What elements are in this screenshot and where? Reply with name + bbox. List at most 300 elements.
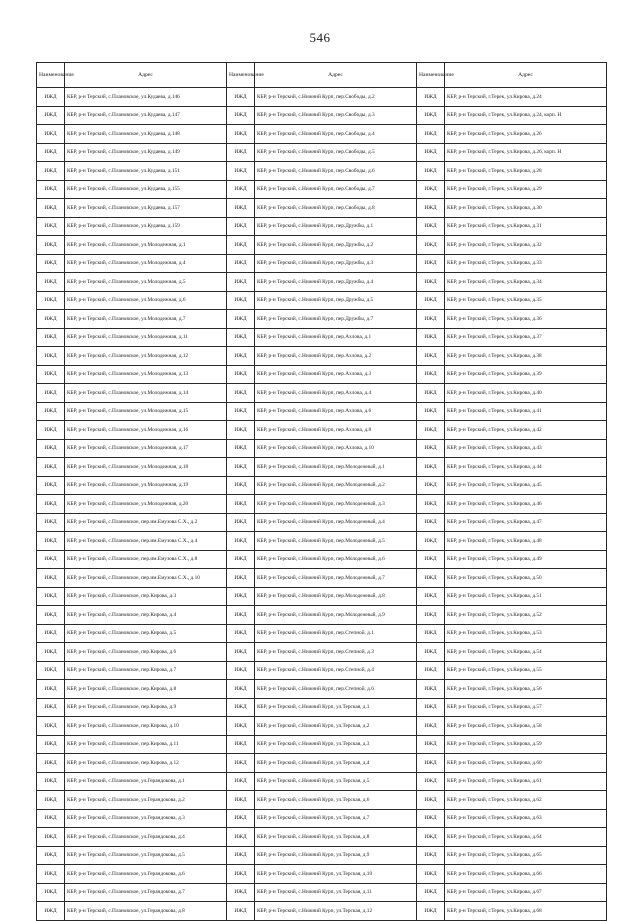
object-type-cell: ИЖД xyxy=(37,883,65,902)
address-cell: КБР, р-н Терский, г.Терек, ул.Кирова, д.41 xyxy=(445,402,607,421)
table-row xyxy=(37,125,607,144)
object-type-cell: ИЖД xyxy=(227,680,255,699)
object-type-cell: ИЖД xyxy=(417,550,445,569)
object-type-cell: ИЖД xyxy=(227,328,255,347)
table-row xyxy=(37,698,607,717)
address-cell: КБР, р-н Терский, с.Нижний Курп, пер.Молодежный, д.7 xyxy=(255,569,417,588)
object-type-cell: ИЖД xyxy=(227,384,255,403)
address-cell: КБР, р-н Терский, с.Плановское, ул.Кудаева, д.146 xyxy=(65,88,227,107)
object-type-cell: ИЖД xyxy=(417,384,445,403)
object-type-cell: ИЖД xyxy=(417,846,445,865)
table-row xyxy=(37,680,607,699)
address-cell: КБР, р-н Терский, с.Плановское, ул.Кудаева, д.157 xyxy=(65,199,227,218)
object-type-cell: ИЖД xyxy=(227,698,255,717)
address-cell: КБР, р-н Терский, г.Терек, ул.Кирова, д.49 xyxy=(445,550,607,569)
object-type-cell: ИЖД xyxy=(37,384,65,403)
object-type-cell: ИЖД xyxy=(227,347,255,366)
address-cell: КБР, р-н Терский, с.Нижний Курп, пер.Ахлова, д.8 xyxy=(255,421,417,440)
object-type-cell: ИЖД xyxy=(37,439,65,458)
header-address-3: Адрес xyxy=(445,63,607,88)
table-row xyxy=(37,143,607,162)
address-cell: КБР, р-н Терский, г.Терек, ул.Кирова, д.50 xyxy=(445,569,607,588)
object-type-cell: ИЖД xyxy=(37,550,65,569)
object-type-cell: ИЖД xyxy=(417,476,445,495)
address-cell: КБР, р-н Терский, г.Терек, ул.Кирова, д.37 xyxy=(445,328,607,347)
address-cell: КБР, р-н Терский, г.Терек, ул.Кирова, д.26 xyxy=(445,125,607,144)
object-type-cell: ИЖД xyxy=(417,180,445,199)
address-cell: КБР, р-н Терский, с.Плановское, ул.Герандокова, д.4 xyxy=(65,828,227,847)
object-type-cell: ИЖД xyxy=(227,717,255,736)
object-type-cell: ИЖД xyxy=(227,550,255,569)
object-type-cell: ИЖД xyxy=(37,458,65,477)
object-type-cell: ИЖД xyxy=(227,828,255,847)
address-cell: КБР, р-н Терский, г.Терек, ул.Кирова, д.60 xyxy=(445,754,607,773)
object-type-cell: ИЖД xyxy=(417,106,445,125)
table-row xyxy=(37,865,607,884)
address-cell: КБР, р-н Терский, г.Терек, ул.Кирова, д.35 xyxy=(445,291,607,310)
object-type-cell: ИЖД xyxy=(227,495,255,514)
table-row xyxy=(37,754,607,773)
object-type-cell: ИЖД xyxy=(37,532,65,551)
address-cell: КБР, р-н Терский, с.Плановское, пер.им.Емузова С.Х., д.2 xyxy=(65,513,227,532)
address-cell: КБР, р-н Терский, с.Плановское, пер.им.Емузова С.Х., д.10 xyxy=(65,569,227,588)
address-cell: КБР, р-н Терский, г.Терек, ул.Кирова, д.34 xyxy=(445,273,607,292)
address-cell: КБР, р-н Терский, г.Терек, ул.Кирова, д.47 xyxy=(445,513,607,532)
object-type-cell: ИЖД xyxy=(417,347,445,366)
object-type-cell: ИЖД xyxy=(37,106,65,125)
object-type-cell: ИЖД xyxy=(417,310,445,329)
address-cell: КБР, р-н Терский, с.Нижний Курп, пер.Дружбы, д.1 xyxy=(255,217,417,236)
object-type-cell: ИЖД xyxy=(227,125,255,144)
object-type-cell: ИЖД xyxy=(417,772,445,791)
object-type-cell: ИЖД xyxy=(417,495,445,514)
address-cell: КБР, р-н Терский, г.Терек, ул.Кирова, д.42 xyxy=(445,421,607,440)
object-type-cell: ИЖД xyxy=(37,347,65,366)
object-type-cell: ИЖД xyxy=(37,236,65,255)
address-cell: КБР, р-н Терский, г.Терек, ул.Кирова, д.24, корп. Н xyxy=(445,106,607,125)
object-type-cell: ИЖД xyxy=(417,162,445,181)
address-cell: КБР, р-н Терский, с.Нижний Курп, пер.Дружбы, д.4 xyxy=(255,273,417,292)
object-type-cell: ИЖД xyxy=(37,125,65,144)
object-type-cell: ИЖД xyxy=(227,606,255,625)
object-type-cell: ИЖД xyxy=(417,791,445,810)
address-cell: КБР, р-н Терский, с.Нижний Курп, пер.Молодежный, д.8 xyxy=(255,587,417,606)
object-type-cell: ИЖД xyxy=(417,402,445,421)
object-type-cell: ИЖД xyxy=(37,310,65,329)
address-cell: КБР, р-н Терский, с.Плановское, ул.Герандокова, д.3 xyxy=(65,809,227,828)
object-type-cell: ИЖД xyxy=(417,735,445,754)
address-cell: КБР, р-н Терский, с.Плановское, пер.Кирова, д.10 xyxy=(65,717,227,736)
address-cell: КБР, р-н Терский, с.Нижний Курп, пер.Ахлова, д.6 xyxy=(255,402,417,421)
address-cell: КБР, р-н Терский, с.Нижний Курп, ул.Терская, д.3 xyxy=(255,735,417,754)
table-row xyxy=(37,569,607,588)
object-type-cell: ИЖД xyxy=(417,236,445,255)
address-cell: КБР, р-н Терский, с.Плановское, ул.Молодежная, д.4 xyxy=(65,254,227,273)
address-cell: КБР, р-н Терский, с.Плановское, ул.Кудаева, д.151 xyxy=(65,162,227,181)
table-row xyxy=(37,606,607,625)
address-cell: КБР, р-н Терский, с.Нижний Курп, пер.Степной, д.3 xyxy=(255,643,417,662)
address-cell: КБР, р-н Терский, с.Плановское, ул.Молодежная, д.13 xyxy=(65,365,227,384)
object-type-cell: ИЖД xyxy=(37,402,65,421)
address-cell: КБР, р-н Терский, с.Плановское, пер.Кирова, д.3 xyxy=(65,587,227,606)
object-type-cell: ИЖД xyxy=(37,569,65,588)
address-cell: КБР, р-н Терский, с.Нижний Курп, ул.Терская, д.9 xyxy=(255,846,417,865)
object-type-cell: ИЖД xyxy=(37,828,65,847)
object-type-cell: ИЖД xyxy=(227,791,255,810)
object-type-cell: ИЖД xyxy=(417,513,445,532)
table-row xyxy=(37,328,607,347)
address-cell: КБР, р-н Терский, с.Нижний Курп, пер.Свободы, д.3 xyxy=(255,106,417,125)
object-type-cell: ИЖД xyxy=(37,643,65,662)
table-row xyxy=(37,162,607,181)
table-row xyxy=(37,902,607,921)
address-cell: КБР, р-н Терский, с.Плановское, ул.Молодежная, д.5 xyxy=(65,273,227,292)
address-cell: КБР, р-н Терский, с.Нижний Курп, пер.Степной, д.4 xyxy=(255,661,417,680)
object-type-cell: ИЖД xyxy=(417,902,445,921)
object-type-cell: ИЖД xyxy=(417,587,445,606)
address-cell: КБР, р-н Терский, с.Плановское, ул.Молодежная, д.12 xyxy=(65,347,227,366)
table-row xyxy=(37,365,607,384)
header-name-2: Наименование xyxy=(227,63,255,88)
object-type-cell: ИЖД xyxy=(37,735,65,754)
address-cell: КБР, р-н Терский, с.Нижний Курп, пер.Молодежный, д.2 xyxy=(255,476,417,495)
object-type-cell: ИЖД xyxy=(417,606,445,625)
object-type-cell: ИЖД xyxy=(37,754,65,773)
table-row xyxy=(37,883,607,902)
address-cell: КБР, р-н Терский, г.Терек, ул.Кирова, д.29 xyxy=(445,180,607,199)
address-cell: КБР, р-н Терский, г.Терек, ул.Кирова, д.43 xyxy=(445,439,607,458)
object-type-cell: ИЖД xyxy=(37,143,65,162)
object-type-cell: ИЖД xyxy=(37,624,65,643)
object-type-cell: ИЖД xyxy=(37,680,65,699)
address-cell: КБР, р-н Терский, г.Терек, ул.Кирова, д.30 xyxy=(445,199,607,218)
table-row xyxy=(37,236,607,255)
table-row xyxy=(37,587,607,606)
object-type-cell: ИЖД xyxy=(37,291,65,310)
table-row xyxy=(37,624,607,643)
object-type-cell: ИЖД xyxy=(37,902,65,921)
object-type-cell: ИЖД xyxy=(227,883,255,902)
table-row xyxy=(37,772,607,791)
address-cell: КБР, р-н Терский, с.Плановское, пер.Кирова, д.5 xyxy=(65,624,227,643)
address-cell: КБР, р-н Терский, с.Нижний Курп, пер.Свободы, д.2 xyxy=(255,88,417,107)
object-type-cell: ИЖД xyxy=(417,754,445,773)
address-cell: КБР, р-н Терский, г.Терек, ул.Кирова, д.38 xyxy=(445,347,607,366)
object-type-cell: ИЖД xyxy=(417,458,445,477)
object-type-cell: ИЖД xyxy=(227,236,255,255)
table-row xyxy=(37,550,607,569)
page-number: 546 xyxy=(309,30,331,45)
object-type-cell: ИЖД xyxy=(227,273,255,292)
address-cell: КБР, р-н Терский, г.Терек, ул.Кирова, д.24 xyxy=(445,88,607,107)
address-cell: КБР, р-н Терский, с.Нижний Курп, пер.Свободы, д.6 xyxy=(255,162,417,181)
object-type-cell: ИЖД xyxy=(227,587,255,606)
address-cell: КБР, р-н Терский, с.Плановское, ул.Молодежная, д.11 xyxy=(65,328,227,347)
address-cell: КБР, р-н Терский, с.Плановское, ул.Кудаева, д.155 xyxy=(65,180,227,199)
address-cell: КБР, р-н Терский, с.Плановское, ул.Молодежная, д.18 xyxy=(65,458,227,477)
address-cell: КБР, р-н Терский, г.Терек, ул.Кирова, д.36 xyxy=(445,310,607,329)
table-row xyxy=(37,809,607,828)
address-cell: КБР, р-н Терский, с.Плановское, ул.Кудаева, д.149 xyxy=(65,143,227,162)
table-row xyxy=(37,717,607,736)
address-cell: КБР, р-н Терский, с.Нижний Курп, пер.Дружбы, д.3 xyxy=(255,254,417,273)
address-cell: КБР, р-н Терский, г.Терек, ул.Кирова, д.32 xyxy=(445,236,607,255)
address-cell: КБР, р-н Терский, г.Терек, ул.Кирова, д.56 xyxy=(445,680,607,699)
address-cell: КБР, р-н Терский, г.Терек, ул.Кирова, д.53 xyxy=(445,624,607,643)
object-type-cell: ИЖД xyxy=(417,661,445,680)
header-name-3: Наименование xyxy=(417,63,445,88)
address-cell: КБР, р-н Терский, с.Нижний Курп, пер.Степной, д.1 xyxy=(255,624,417,643)
table-row xyxy=(37,828,607,847)
address-cell: КБР, р-н Терский, с.Плановское, пер.Кирова, д.4 xyxy=(65,606,227,625)
address-cell: КБР, р-н Терский, с.Нижний Курп, пер.Молодежный, д.6 xyxy=(255,550,417,569)
address-cell: КБР, р-н Терский, с.Нижний Курп, пер.Молодежный, д.9 xyxy=(255,606,417,625)
table-row xyxy=(37,532,607,551)
address-cell: КБР, р-н Терский, г.Терек, ул.Кирова, д.62 xyxy=(445,791,607,810)
object-type-cell: ИЖД xyxy=(37,809,65,828)
object-type-cell: ИЖД xyxy=(417,328,445,347)
address-cell: КБР, р-н Терский, с.Нижний Курп, пер.Молодежный, д.1 xyxy=(255,458,417,477)
address-cell: КБР, р-н Терский, с.Нижний Курп, пер.Ахлова, д.2 xyxy=(255,347,417,366)
address-cell: КБР, р-н Терский, г.Терек, ул.Кирова, д.44 xyxy=(445,458,607,477)
object-type-cell: ИЖД xyxy=(227,902,255,921)
table-row xyxy=(37,846,607,865)
object-type-cell: ИЖД xyxy=(37,88,65,107)
address-cell: КБР, р-н Терский, г.Терек, ул.Кирова, д.55 xyxy=(445,661,607,680)
address-cell: КБР, р-н Терский, г.Терек, ул.Кирова, д.68 xyxy=(445,902,607,921)
address-cell: КБР, р-н Терский, г.Терек, ул.Кирова, д.59 xyxy=(445,735,607,754)
object-type-cell: ИЖД xyxy=(227,180,255,199)
address-cell: КБР, р-н Терский, с.Нижний Курп, ул.Терская, д.11 xyxy=(255,883,417,902)
object-type-cell: ИЖД xyxy=(227,643,255,662)
object-type-cell: ИЖД xyxy=(227,846,255,865)
address-cell: КБР, р-н Терский, с.Нижний Курп, пер.Дружбы, д.2 xyxy=(255,236,417,255)
object-type-cell: ИЖД xyxy=(37,421,65,440)
address-cell: КБР, р-н Терский, с.Плановское, ул.Молодежная, д.1 xyxy=(65,236,227,255)
address-cell: КБР, р-н Терский, с.Плановское, ул.Герандокова, д.5 xyxy=(65,846,227,865)
object-type-cell: ИЖД xyxy=(227,532,255,551)
address-cell: КБР, р-н Терский, с.Плановское, ул.Молодежная, д.17 xyxy=(65,439,227,458)
object-type-cell: ИЖД xyxy=(37,791,65,810)
header-name-1: Наименование xyxy=(37,63,65,88)
object-type-cell: ИЖД xyxy=(417,125,445,144)
address-cell: КБР, р-н Терский, с.Нижний Курп, пер.Дружбы, д.5 xyxy=(255,291,417,310)
object-type-cell: ИЖД xyxy=(417,199,445,218)
table-row xyxy=(37,735,607,754)
table-row xyxy=(37,254,607,273)
registry-sheet xyxy=(36,62,606,921)
object-type-cell: ИЖД xyxy=(227,291,255,310)
address-cell: КБР, р-н Терский, г.Терек, ул.Кирова, д.48 xyxy=(445,532,607,551)
address-cell: КБР, р-н Терский, с.Нижний Курп, пер.Свободы, д.5 xyxy=(255,143,417,162)
address-cell: КБР, р-н Терский, с.Плановское, ул.Кудаева, д.159 xyxy=(65,217,227,236)
object-type-cell: ИЖД xyxy=(417,698,445,717)
object-type-cell: ИЖД xyxy=(417,143,445,162)
address-cell: КБР, р-н Терский, с.Плановское, ул.Герандокова, д.1 xyxy=(65,772,227,791)
address-registry-table xyxy=(36,62,607,921)
object-type-cell: ИЖД xyxy=(227,162,255,181)
address-cell: КБР, р-н Терский, с.Плановское, пер.Кирова, д.9 xyxy=(65,698,227,717)
address-cell: КБР, р-н Терский, с.Нижний Курп, пер.Свободы, д.8 xyxy=(255,199,417,218)
object-type-cell: ИЖД xyxy=(417,883,445,902)
object-type-cell: ИЖД xyxy=(417,421,445,440)
object-type-cell: ИЖД xyxy=(37,717,65,736)
address-cell: КБР, р-н Терский, с.Плановское, пер.Кирова, д.12 xyxy=(65,754,227,773)
object-type-cell: ИЖД xyxy=(37,495,65,514)
table-row xyxy=(37,458,607,477)
address-cell: КБР, р-н Терский, с.Нижний Курп, ул.Терская, д.10 xyxy=(255,865,417,884)
address-cell: КБР, р-н Терский, с.Нижний Курп, пер.Дружбы, д.7 xyxy=(255,310,417,329)
object-type-cell: ИЖД xyxy=(227,199,255,218)
object-type-cell: ИЖД xyxy=(227,624,255,643)
table-row xyxy=(37,88,607,107)
address-cell: КБР, р-н Терский, с.Нижний Курп, пер.Свободы, д.7 xyxy=(255,180,417,199)
address-cell: КБР, р-н Терский, г.Терек, ул.Кирова, д.54 xyxy=(445,643,607,662)
object-type-cell: ИЖД xyxy=(417,217,445,236)
object-type-cell: ИЖД xyxy=(37,772,65,791)
object-type-cell: ИЖД xyxy=(227,476,255,495)
object-type-cell: ИЖД xyxy=(37,476,65,495)
address-cell: КБР, р-н Терский, г.Терек, ул.Кирова, д.57 xyxy=(445,698,607,717)
address-cell: КБР, р-н Терский, с.Нижний Курп, пер.Ахлова, д.10 xyxy=(255,439,417,458)
address-cell: КБР, р-н Терский, с.Нижний Курп, пер.Ахлова, д.4 xyxy=(255,384,417,403)
object-type-cell: ИЖД xyxy=(417,865,445,884)
address-cell: КБР, р-н Терский, г.Терек, ул.Кирова, д.46 xyxy=(445,495,607,514)
address-cell: КБР, р-н Терский, с.Плановское, ул.Молодежная, д.7 xyxy=(65,310,227,329)
address-cell: КБР, р-н Терский, с.Нижний Курп, ул.Терская, д.4 xyxy=(255,754,417,773)
address-cell: КБР, р-н Терский, с.Плановское, ул.Молодежная, д.20 xyxy=(65,495,227,514)
table-row xyxy=(37,199,607,218)
address-cell: КБР, р-н Терский, с.Нижний Курп, ул.Терская, д.7 xyxy=(255,809,417,828)
object-type-cell: ИЖД xyxy=(227,143,255,162)
object-type-cell: ИЖД xyxy=(227,421,255,440)
table-row xyxy=(37,661,607,680)
address-cell: КБР, р-н Терский, с.Плановское, ул.Кудаева, д.148 xyxy=(65,125,227,144)
address-cell: КБР, р-н Терский, с.Плановское, ул.Герандокова, д.6 xyxy=(65,865,227,884)
object-type-cell: ИЖД xyxy=(37,513,65,532)
object-type-cell: ИЖД xyxy=(227,661,255,680)
object-type-cell: ИЖД xyxy=(227,458,255,477)
table-row xyxy=(37,643,607,662)
table-row xyxy=(37,106,607,125)
object-type-cell: ИЖД xyxy=(417,88,445,107)
object-type-cell: ИЖД xyxy=(227,365,255,384)
object-type-cell: ИЖД xyxy=(417,680,445,699)
object-type-cell: ИЖД xyxy=(227,402,255,421)
object-type-cell: ИЖД xyxy=(227,772,255,791)
object-type-cell: ИЖД xyxy=(227,735,255,754)
object-type-cell: ИЖД xyxy=(37,162,65,181)
object-type-cell: ИЖД xyxy=(417,569,445,588)
address-cell: КБР, р-н Терский, с.Плановское, ул.Кудаева, д.147 xyxy=(65,106,227,125)
address-cell: КБР, р-н Терский, с.Нижний Курп, пер.Молодежный, д.5 xyxy=(255,532,417,551)
address-cell: КБР, р-н Терский, с.Нижний Курп, ул.Терская, д.8 xyxy=(255,828,417,847)
object-type-cell: ИЖД xyxy=(37,587,65,606)
address-cell: КБР, р-н Терский, с.Плановское, ул.Герандокова, д.8 xyxy=(65,902,227,921)
object-type-cell: ИЖД xyxy=(37,180,65,199)
object-type-cell: ИЖД xyxy=(37,365,65,384)
object-type-cell: ИЖД xyxy=(417,643,445,662)
address-cell: КБР, р-н Терский, с.Плановское, ул.Герандокова, д.7 xyxy=(65,883,227,902)
table-body xyxy=(37,88,607,921)
table-row xyxy=(37,384,607,403)
address-cell: КБР, р-н Терский, г.Терек, ул.Кирова, д.52 xyxy=(445,606,607,625)
object-type-cell: ИЖД xyxy=(227,569,255,588)
object-type-cell: ИЖД xyxy=(37,846,65,865)
object-type-cell: ИЖД xyxy=(417,828,445,847)
table-row xyxy=(37,439,607,458)
address-cell: КБР, р-н Терский, г.Терек, ул.Кирова, д.67 xyxy=(445,883,607,902)
object-type-cell: ИЖД xyxy=(227,217,255,236)
table-row xyxy=(37,513,607,532)
table-row xyxy=(37,217,607,236)
address-cell: КБР, р-н Терский, с.Плановское, пер.им.Емузова С.Х., д.4 xyxy=(65,532,227,551)
address-cell: КБР, р-н Терский, с.Плановское, пер.Кирова, д.6 xyxy=(65,643,227,662)
address-cell: КБР, р-н Терский, с.Плановское, пер.им.Емузова С.Х., д.8 xyxy=(65,550,227,569)
address-cell: КБР, р-н Терский, с.Нижний Курп, пер.Ахлова, д.3 xyxy=(255,365,417,384)
table-row xyxy=(37,347,607,366)
address-cell: КБР, р-н Терский, г.Терек, ул.Кирова, д.40 xyxy=(445,384,607,403)
address-cell: КБР, р-н Терский, с.Нижний Курп, ул.Терская, д.2 xyxy=(255,717,417,736)
table-row xyxy=(37,476,607,495)
address-cell: КБР, р-н Терский, с.Плановское, ул.Молодежная, д.14 xyxy=(65,384,227,403)
address-cell: КБР, р-н Терский, с.Плановское, ул.Молодежная, д.15 xyxy=(65,402,227,421)
address-cell: КБР, р-н Терский, г.Терек, ул.Кирова, д.39 xyxy=(445,365,607,384)
object-type-cell: ИЖД xyxy=(37,698,65,717)
address-cell: КБР, р-н Терский, г.Терек, ул.Кирова, д.28 xyxy=(445,162,607,181)
object-type-cell: ИЖД xyxy=(417,273,445,292)
address-cell: КБР, р-н Терский, г.Терек, ул.Кирова, д.51 xyxy=(445,587,607,606)
address-cell: КБР, р-н Терский, г.Терек, ул.Кирова, д.63 xyxy=(445,809,607,828)
object-type-cell: ИЖД xyxy=(227,513,255,532)
address-cell: КБР, р-н Терский, г.Терек, ул.Кирова, д.58 xyxy=(445,717,607,736)
table-row xyxy=(37,402,607,421)
address-cell: КБР, р-н Терский, с.Плановское, пер.Кирова, д.11 xyxy=(65,735,227,754)
object-type-cell: ИЖД xyxy=(227,254,255,273)
table-row xyxy=(37,421,607,440)
object-type-cell: ИЖД xyxy=(37,254,65,273)
object-type-cell: ИЖД xyxy=(37,606,65,625)
address-cell: КБР, р-н Терский, с.Нижний Курп, ул.Терская, д.6 xyxy=(255,791,417,810)
address-cell: КБР, р-н Терский, г.Терек, ул.Кирова, д.64 xyxy=(445,828,607,847)
address-cell: КБР, р-н Терский, с.Плановское, ул.Молодежная, д.16 xyxy=(65,421,227,440)
table-row xyxy=(37,273,607,292)
address-cell: КБР, р-н Терский, с.Нижний Курп, пер.Степной, д.6 xyxy=(255,680,417,699)
address-cell: КБР, р-н Терский, с.Нижний Курп, пер.Молодежный, д.3 xyxy=(255,495,417,514)
table-row xyxy=(37,791,607,810)
object-type-cell: ИЖД xyxy=(227,310,255,329)
object-type-cell: ИЖД xyxy=(37,217,65,236)
object-type-cell: ИЖД xyxy=(417,809,445,828)
object-type-cell: ИЖД xyxy=(227,88,255,107)
object-type-cell: ИЖД xyxy=(227,439,255,458)
address-cell: КБР, р-н Терский, с.Нижний Курп, ул.Терская, д.12 xyxy=(255,902,417,921)
address-cell: КБР, р-н Терский, г.Терек, ул.Кирова, д.66 xyxy=(445,865,607,884)
table-row xyxy=(37,180,607,199)
address-cell: КБР, р-н Терский, г.Терек, ул.Кирова, д.61 xyxy=(445,772,607,791)
object-type-cell: ИЖД xyxy=(417,532,445,551)
object-type-cell: ИЖД xyxy=(227,106,255,125)
table-row xyxy=(37,310,607,329)
object-type-cell: ИЖД xyxy=(37,328,65,347)
object-type-cell: ИЖД xyxy=(417,291,445,310)
address-cell: КБР, р-н Терский, г.Терек, ул.Кирова, д.26, корп. Н xyxy=(445,143,607,162)
address-cell: КБР, р-н Терский, г.Терек, ул.Кирова, д.45 xyxy=(445,476,607,495)
header-address-1: Адрес xyxy=(65,63,227,88)
header-row xyxy=(37,63,607,88)
address-cell: КБР, р-н Терский, с.Плановское, пер.Кирова, д.7 xyxy=(65,661,227,680)
table-row xyxy=(37,291,607,310)
